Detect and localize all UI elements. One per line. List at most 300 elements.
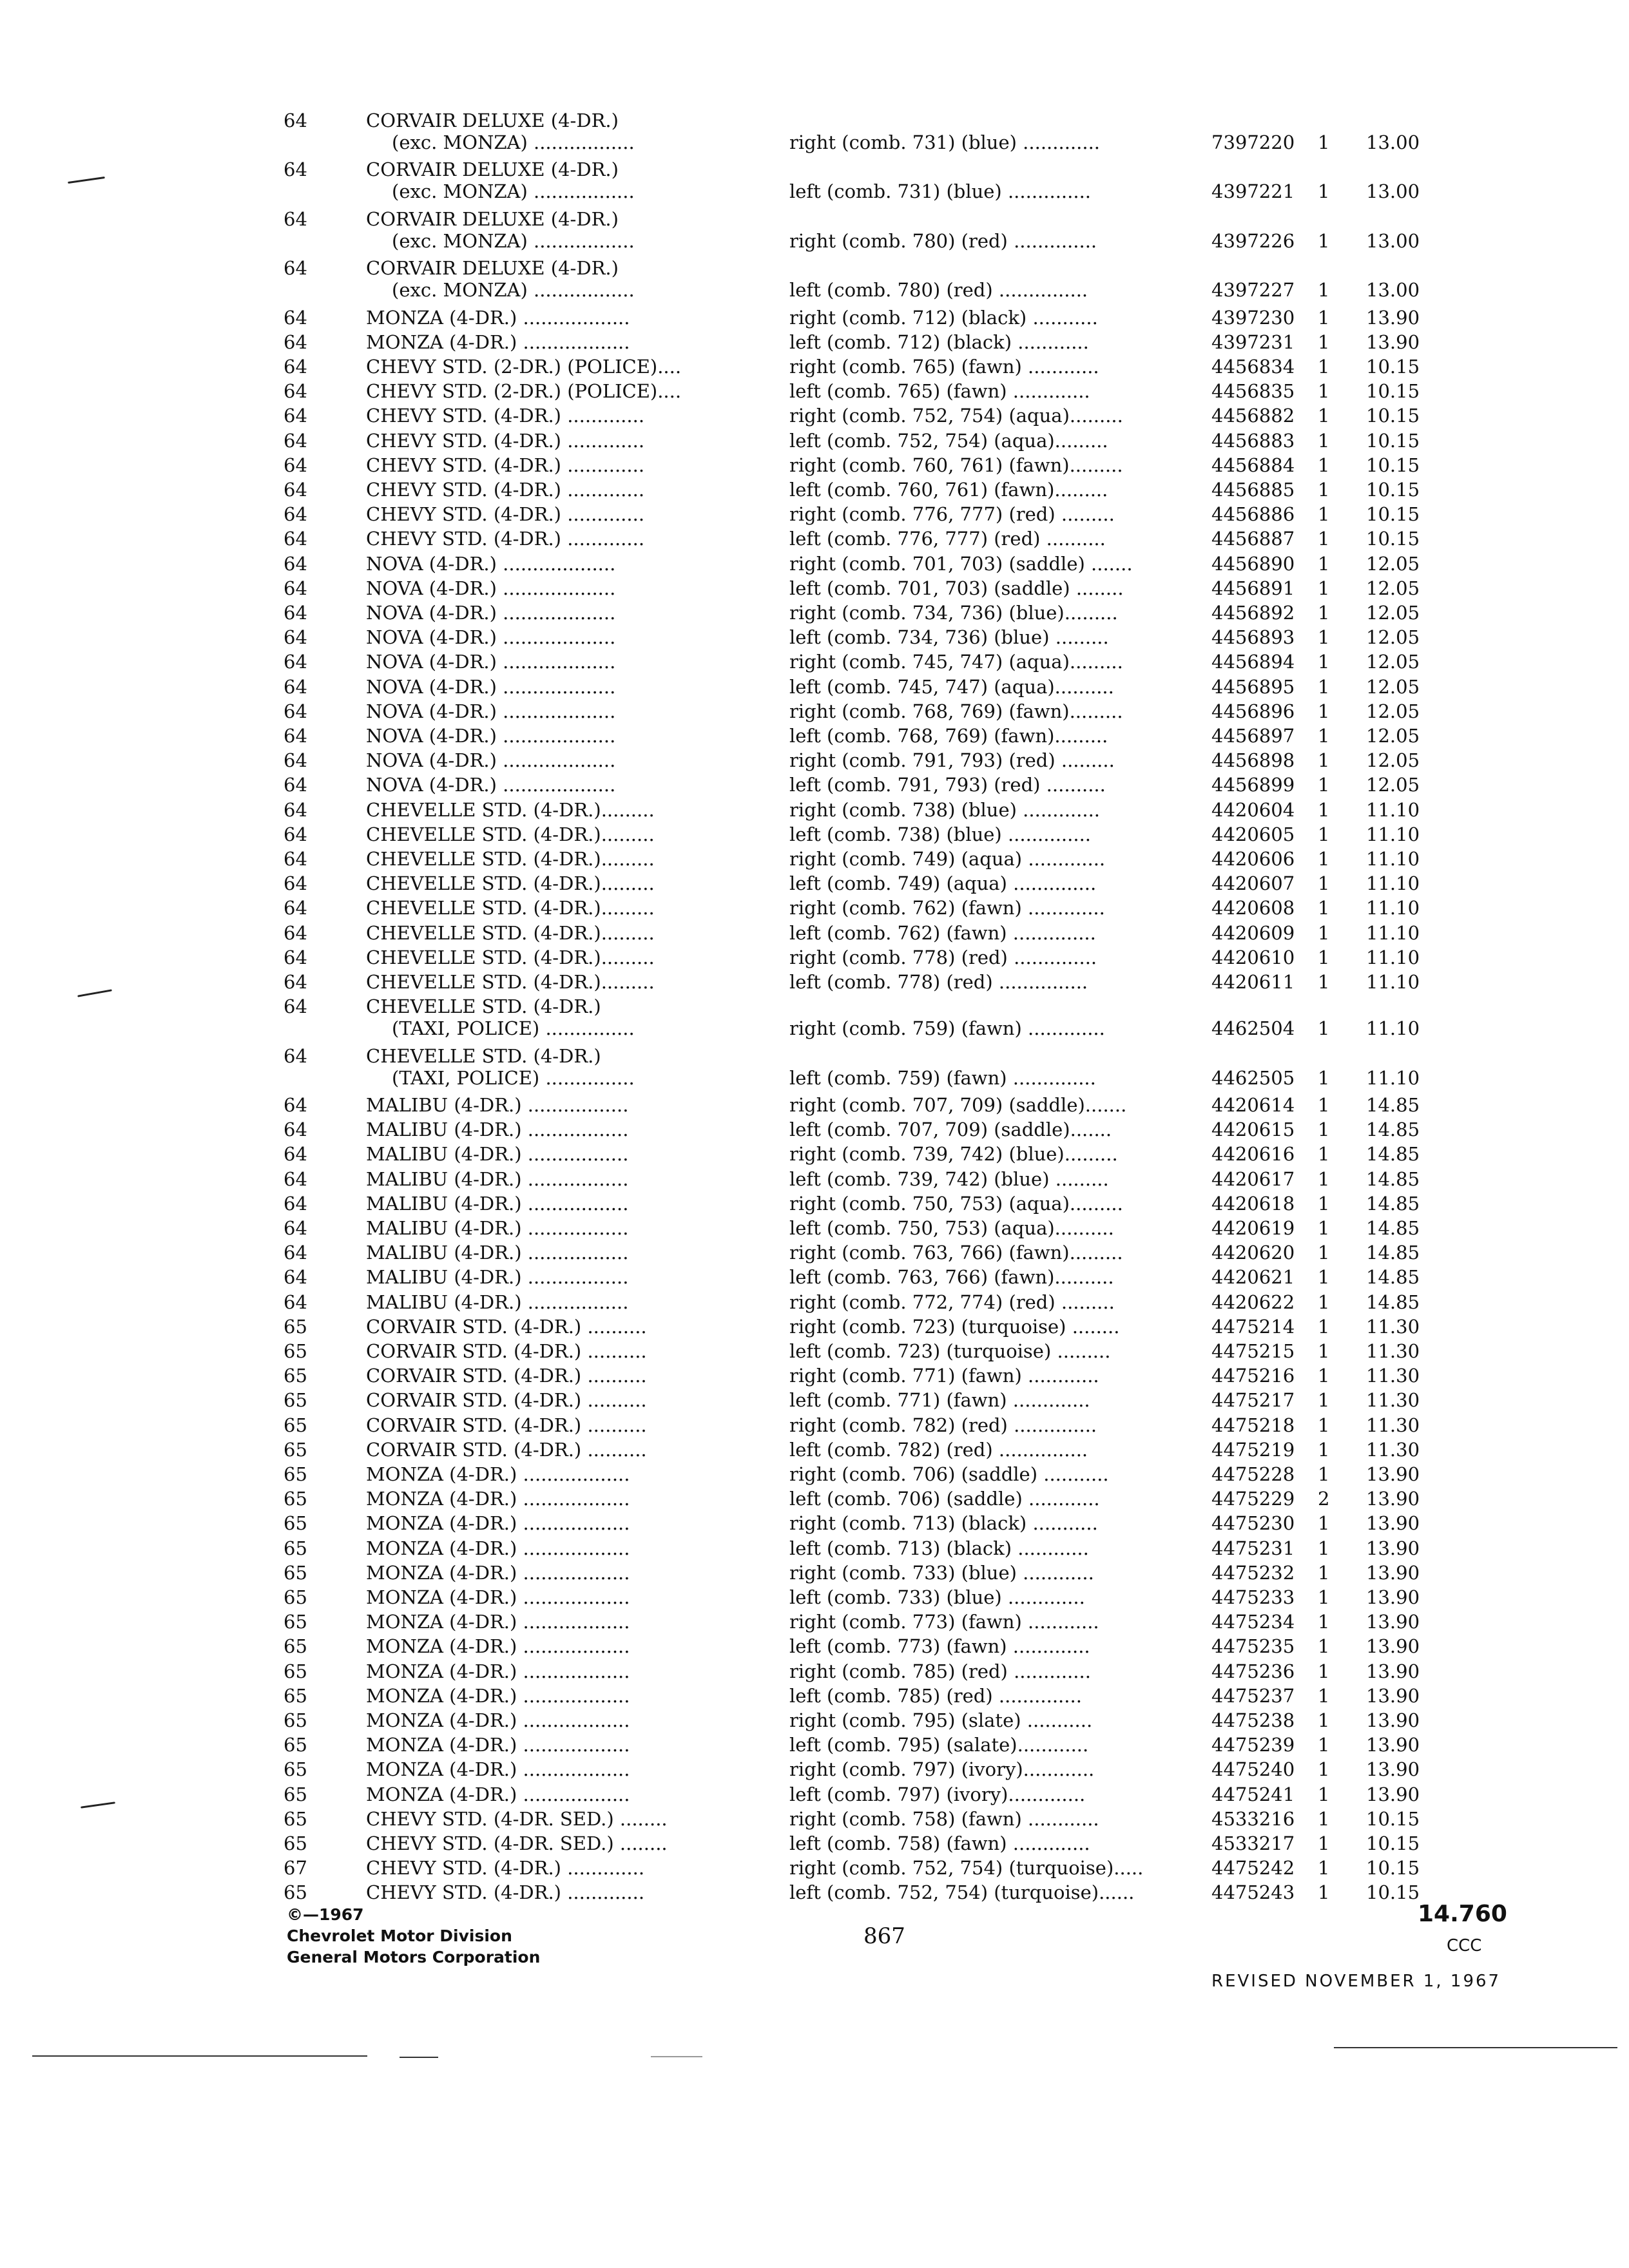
- model-year: 64: [284, 799, 307, 821]
- part-number: 4456895: [1211, 676, 1295, 698]
- part-number: 4475237: [1211, 1685, 1295, 1707]
- price: 13.90: [1366, 307, 1420, 329]
- model-year: 64: [284, 651, 307, 673]
- model-name: CORVAIR DELUXE (4-DR.): [366, 159, 619, 180]
- model-cell: [366, 331, 630, 353]
- quantity: 1: [1318, 1734, 1330, 1756]
- quantity: 1: [1318, 1168, 1330, 1190]
- part-description: left (comb. 731) (blue) ..............: [789, 180, 1092, 202]
- part-number: 4420607: [1211, 872, 1295, 894]
- model-year: 64: [284, 331, 307, 353]
- quantity: 1: [1318, 799, 1330, 821]
- price: 13.90: [1366, 1635, 1420, 1657]
- part-description: left (comb. 712) (black) ............: [789, 331, 1089, 353]
- price: 11.10: [1366, 1017, 1420, 1039]
- price: 13.90: [1366, 331, 1420, 353]
- model-name: CHEVY STD. (2-DR.) (POLICE)....: [366, 380, 682, 402]
- part-number: 7397220: [1211, 131, 1295, 153]
- model-cell: [366, 1512, 630, 1534]
- price: 14.85: [1366, 1168, 1420, 1190]
- price: 14.85: [1366, 1217, 1420, 1239]
- quantity: 1: [1318, 602, 1330, 624]
- model-cell: [366, 380, 681, 402]
- price: 10.15: [1366, 528, 1420, 550]
- quantity: 1: [1318, 1832, 1330, 1854]
- price: 13.90: [1366, 1512, 1420, 1534]
- part-description: right (comb. 773) (fawn) ............: [789, 1611, 1099, 1633]
- model-cell: [366, 1094, 628, 1116]
- part-number: 4456896: [1211, 700, 1295, 722]
- model-cell: [366, 1291, 628, 1313]
- margin-mark: [77, 989, 112, 997]
- part-description: right (comb. 772, 774) (red) .........: [789, 1291, 1115, 1313]
- part-number: 4420608: [1211, 897, 1295, 919]
- model-name: NOVA (4-DR.) ...................: [366, 577, 616, 599]
- quantity: 1: [1318, 651, 1330, 673]
- model-name: CORVAIR STD. (4-DR.) ..........: [366, 1389, 647, 1411]
- part-description: left (comb. 778) (red) ...............: [789, 971, 1088, 993]
- model-cell: [366, 307, 630, 329]
- quantity: 1: [1318, 1094, 1330, 1116]
- model-year: 64: [284, 725, 307, 747]
- model-year: 64: [284, 1094, 307, 1116]
- model-name: MONZA (4-DR.) ..................: [366, 1685, 630, 1707]
- quantity: 1: [1318, 380, 1330, 402]
- part-description: left (comb. 780) (red) ...............: [789, 279, 1088, 301]
- part-number: 4456835: [1211, 380, 1295, 402]
- part-description: left (comb. 707, 709) (saddle).......: [789, 1119, 1112, 1140]
- model-year: 65: [284, 1365, 307, 1387]
- model-cell: [366, 676, 615, 698]
- quantity: 1: [1318, 577, 1330, 599]
- price: 11.10: [1366, 872, 1420, 894]
- price: 13.90: [1366, 1758, 1420, 1780]
- part-number: 4462505: [1211, 1067, 1295, 1089]
- model-name: MONZA (4-DR.) ..................: [366, 1660, 630, 1682]
- model-cell: [366, 922, 655, 944]
- model-name: NOVA (4-DR.) ...................: [366, 749, 616, 771]
- model-name: CHEVY STD. (4-DR.) .............: [366, 503, 645, 525]
- part-description: right (comb. 723) (turquoise) ........: [789, 1316, 1120, 1338]
- model-name: NOVA (4-DR.) ...................: [366, 676, 616, 698]
- quantity: 1: [1318, 1758, 1330, 1780]
- part-number: 4456899: [1211, 774, 1295, 796]
- part-description: left (comb. 762) (fawn) ..............: [789, 922, 1096, 944]
- part-description: left (comb. 795) (salate)............: [789, 1734, 1089, 1756]
- model-year: 64: [284, 528, 307, 550]
- part-description: left (comb. 701, 703) (saddle) ........: [789, 577, 1124, 599]
- copyright-line: ©—1967: [287, 1905, 364, 1924]
- part-number: 4475219: [1211, 1439, 1295, 1461]
- quantity: 1: [1318, 479, 1330, 501]
- corporation-line: General Motors Corporation: [287, 1948, 541, 1966]
- quantity: 1: [1318, 1439, 1330, 1461]
- model-year: 64: [284, 356, 307, 378]
- model-name: CORVAIR DELUXE (4-DR.): [366, 110, 619, 131]
- model-name: CORVAIR STD. (4-DR.) ..........: [366, 1439, 647, 1461]
- model-cell: [366, 110, 635, 153]
- price: 10.15: [1366, 356, 1420, 378]
- price: 12.05: [1366, 602, 1420, 624]
- part-description: left (comb. 752, 754) (turquoise)......: [789, 1881, 1135, 1903]
- model-year: 65: [284, 1611, 307, 1633]
- part-number: 4456894: [1211, 651, 1295, 673]
- model-year: 65: [284, 1562, 307, 1584]
- model-cell: [366, 159, 635, 202]
- model-year: 65: [284, 1635, 307, 1657]
- quantity: 1: [1318, 971, 1330, 993]
- quantity: 1: [1318, 1389, 1330, 1411]
- price: 12.05: [1366, 725, 1420, 747]
- part-number: 4397230: [1211, 307, 1295, 329]
- quantity: 1: [1318, 1217, 1330, 1239]
- part-description: right (comb. 778) (red) ..............: [789, 947, 1097, 968]
- model-cell: [366, 1045, 635, 1089]
- model-name: MALIBU (4-DR.) .................: [366, 1143, 629, 1165]
- price: 11.30: [1366, 1414, 1420, 1436]
- part-number: 4420617: [1211, 1168, 1295, 1190]
- quantity: 1: [1318, 1611, 1330, 1633]
- model-cell: [366, 897, 655, 919]
- model-cell: [366, 1463, 630, 1485]
- model-cell: [366, 1783, 630, 1805]
- bottom-rule: [400, 2057, 438, 2058]
- model-name: NOVA (4-DR.) ...................: [366, 725, 616, 747]
- model-name: MALIBU (4-DR.) .................: [366, 1217, 629, 1239]
- model-year: 64: [284, 479, 307, 501]
- model-cell: [366, 1562, 630, 1584]
- part-description: right (comb. 758) (fawn) ............: [789, 1808, 1099, 1830]
- part-number: 4475229: [1211, 1488, 1295, 1510]
- model-cell: [366, 1537, 630, 1559]
- model-cell: [366, 1242, 628, 1264]
- part-description: right (comb. 795) (slate) ...........: [789, 1709, 1093, 1731]
- price: 11.30: [1366, 1439, 1420, 1461]
- quantity: 1: [1318, 725, 1330, 747]
- model-name: CORVAIR STD. (4-DR.) ..........: [366, 1365, 647, 1387]
- part-description: left (comb. 739, 742) (blue) .........: [789, 1168, 1109, 1190]
- model-year: 64: [284, 897, 307, 919]
- part-number: 4420619: [1211, 1217, 1295, 1239]
- quantity: 1: [1318, 1365, 1330, 1387]
- part-number: 4420606: [1211, 848, 1295, 870]
- model-year: 64: [284, 872, 307, 894]
- part-description: right (comb. 701, 703) (saddle) .......: [789, 553, 1133, 575]
- part-number: 4420615: [1211, 1119, 1295, 1140]
- model-cell: [366, 749, 615, 771]
- model-cell: [366, 1143, 628, 1165]
- model-cell: [366, 405, 644, 427]
- section-code: 14.760: [1418, 1901, 1507, 1927]
- part-number: 4420611: [1211, 971, 1295, 993]
- price: 11.30: [1366, 1365, 1420, 1387]
- part-description: left (comb. 773) (fawn) .............: [789, 1635, 1090, 1657]
- part-number: 4456887: [1211, 528, 1295, 550]
- quantity: 1: [1318, 1512, 1330, 1534]
- part-description: left (comb. 734, 736) (blue) .........: [789, 626, 1109, 648]
- model-year: 64: [284, 1045, 307, 1067]
- model-name: MALIBU (4-DR.) .................: [366, 1193, 629, 1215]
- part-number: 4397226: [1211, 230, 1295, 252]
- model-cell: [366, 356, 681, 378]
- part-number: 4475214: [1211, 1316, 1295, 1338]
- part-number: 4420616: [1211, 1143, 1295, 1165]
- model-year: 67: [284, 1857, 307, 1879]
- price: 13.90: [1366, 1463, 1420, 1485]
- part-number: 4475235: [1211, 1635, 1295, 1657]
- model-year: 65: [284, 1463, 307, 1485]
- model-cell: [366, 971, 655, 993]
- part-number: 4420614: [1211, 1094, 1295, 1116]
- model-year: 65: [284, 1758, 307, 1780]
- part-description: right (comb. 739, 742) (blue).........: [789, 1143, 1118, 1165]
- price: 11.10: [1366, 922, 1420, 944]
- model-name: CORVAIR DELUXE (4-DR.): [366, 257, 619, 279]
- part-number: 4420622: [1211, 1291, 1295, 1313]
- quantity: 1: [1318, 1685, 1330, 1707]
- model-year: 64: [284, 971, 307, 993]
- part-number: 4475216: [1211, 1365, 1295, 1387]
- quantity: 1: [1318, 700, 1330, 722]
- model-name: MONZA (4-DR.) ..................: [366, 307, 630, 329]
- model-qualifier: (TAXI, POLICE) ...............: [392, 1017, 635, 1039]
- division-line: Chevrolet Motor Division: [287, 1927, 512, 1945]
- model-year: 65: [284, 1439, 307, 1461]
- part-description: left (comb. 749) (aqua) ..............: [789, 872, 1097, 894]
- model-year: 64: [284, 1217, 307, 1239]
- quantity: 1: [1318, 1463, 1330, 1485]
- model-cell: [366, 602, 615, 624]
- model-cell: [366, 479, 644, 501]
- price: 12.05: [1366, 774, 1420, 796]
- price: 11.10: [1366, 971, 1420, 993]
- model-name: NOVA (4-DR.) ...................: [366, 774, 616, 796]
- model-cell: [366, 1685, 630, 1707]
- part-description: left (comb. 738) (blue) ..............: [789, 823, 1092, 845]
- part-description: left (comb. 706) (saddle) ............: [789, 1488, 1100, 1510]
- part-number: 4475238: [1211, 1709, 1295, 1731]
- part-number: 4475236: [1211, 1660, 1295, 1682]
- model-name: CORVAIR STD. (4-DR.) ..........: [366, 1316, 647, 1338]
- model-name: CHEVY STD. (4-DR.) .............: [366, 1857, 645, 1879]
- part-number: 4420618: [1211, 1193, 1295, 1215]
- part-number: 4475241: [1211, 1783, 1295, 1805]
- model-name: CHEVELLE STD. (4-DR.).........: [366, 823, 655, 845]
- price: 13.90: [1366, 1783, 1420, 1805]
- model-cell: [366, 1635, 630, 1657]
- model-name: MALIBU (4-DR.) .................: [366, 1094, 629, 1116]
- price: 10.15: [1366, 405, 1420, 427]
- quantity: 1: [1318, 553, 1330, 575]
- model-year: 64: [284, 1119, 307, 1140]
- model-year: 65: [284, 1316, 307, 1338]
- quantity: 1: [1318, 1857, 1330, 1879]
- model-name: CHEVY STD. (4-DR.) .............: [366, 454, 645, 476]
- price: 10.15: [1366, 454, 1420, 476]
- model-qualifier: (exc. MONZA) .................: [392, 180, 635, 202]
- part-number: 4420604: [1211, 799, 1295, 821]
- quantity: 1: [1318, 1067, 1330, 1089]
- model-year: 64: [284, 405, 307, 427]
- price: 11.10: [1366, 799, 1420, 821]
- quantity: 1: [1318, 331, 1330, 353]
- model-name: CHEVY STD. (4-DR.) .............: [366, 405, 645, 427]
- price: 10.15: [1366, 1881, 1420, 1903]
- part-description: right (comb. 750, 753) (aqua).........: [789, 1193, 1123, 1215]
- part-number: 4456890: [1211, 553, 1295, 575]
- part-description: right (comb. 745, 747) (aqua).........: [789, 651, 1123, 673]
- part-number: 4475243: [1211, 1881, 1295, 1903]
- price: 10.15: [1366, 1857, 1420, 1879]
- model-cell: [366, 651, 615, 673]
- price: 10.15: [1366, 380, 1420, 402]
- revision-date: REVISED NOVEMBER 1, 1967: [1211, 1972, 1501, 1991]
- model-year: 65: [284, 1389, 307, 1411]
- price: 14.85: [1366, 1119, 1420, 1140]
- quantity: 1: [1318, 180, 1330, 202]
- part-number: 4456886: [1211, 503, 1295, 525]
- model-name: MONZA (4-DR.) ..................: [366, 1463, 630, 1485]
- part-number: 4397231: [1211, 331, 1295, 353]
- part-description: left (comb. 768, 769) (fawn).........: [789, 725, 1108, 747]
- price: 13.90: [1366, 1537, 1420, 1559]
- part-number: 4456897: [1211, 725, 1295, 747]
- model-cell: [366, 503, 644, 525]
- part-description: left (comb. 776, 777) (red) ..........: [789, 528, 1106, 550]
- part-number: 4533216: [1211, 1808, 1295, 1830]
- model-name: CHEVELLE STD. (4-DR.).........: [366, 872, 655, 894]
- part-number: 4475242: [1211, 1857, 1295, 1879]
- part-number: 4475240: [1211, 1758, 1295, 1780]
- part-number: 4475228: [1211, 1463, 1295, 1485]
- model-name: MONZA (4-DR.) ..................: [366, 1537, 630, 1559]
- quantity: 1: [1318, 405, 1330, 427]
- model-cell: [366, 848, 655, 870]
- part-description: right (comb. 749) (aqua) .............: [789, 848, 1106, 870]
- part-number: 4475234: [1211, 1611, 1295, 1633]
- model-year: 64: [284, 848, 307, 870]
- model-cell: [366, 1365, 647, 1387]
- part-description: right (comb. 707, 709) (saddle).......: [789, 1094, 1127, 1116]
- model-name: MONZA (4-DR.) ..................: [366, 331, 630, 353]
- quantity: 1: [1318, 454, 1330, 476]
- part-number: 4475231: [1211, 1537, 1295, 1559]
- part-description: right (comb. 734, 736) (blue).........: [789, 602, 1118, 624]
- model-year: 64: [284, 1266, 307, 1288]
- price: 12.05: [1366, 676, 1420, 698]
- quantity: 1: [1318, 1119, 1330, 1140]
- quantity: 1: [1318, 947, 1330, 968]
- model-cell: [366, 454, 644, 476]
- model-year: 64: [284, 676, 307, 698]
- part-description: left (comb. 765) (fawn) .............: [789, 380, 1090, 402]
- model-year: 64: [284, 947, 307, 968]
- part-number: 4456891: [1211, 577, 1295, 599]
- model-name: CHEVY STD. (4-DR. SED.) ........: [366, 1808, 668, 1830]
- quantity: 1: [1318, 774, 1330, 796]
- quantity: 1: [1318, 1316, 1330, 1338]
- model-year: 64: [284, 553, 307, 575]
- model-cell: [366, 1193, 628, 1215]
- part-description: right (comb. 738) (blue) .............: [789, 799, 1101, 821]
- price: 14.85: [1366, 1242, 1420, 1264]
- part-description: left (comb. 760, 761) (fawn).........: [789, 479, 1108, 501]
- price: 11.10: [1366, 1067, 1420, 1089]
- quantity: 1: [1318, 356, 1330, 378]
- model-year: 64: [284, 700, 307, 722]
- quantity: 1: [1318, 307, 1330, 329]
- model-name: NOVA (4-DR.) ...................: [366, 626, 616, 648]
- model-year: 64: [284, 922, 307, 944]
- model-cell: [366, 1857, 644, 1879]
- part-description: left (comb. 763, 766) (fawn)..........: [789, 1266, 1114, 1288]
- quantity: 1: [1318, 1808, 1330, 1830]
- model-year: 64: [284, 110, 307, 131]
- part-description: right (comb. 752, 754) (aqua).........: [789, 405, 1123, 427]
- price: 13.90: [1366, 1660, 1420, 1682]
- model-cell: [366, 823, 655, 845]
- price: 13.90: [1366, 1488, 1420, 1510]
- price: 12.05: [1366, 577, 1420, 599]
- model-qualifier: (exc. MONZA) .................: [392, 131, 635, 153]
- price: 10.15: [1366, 1832, 1420, 1854]
- model-name: MONZA (4-DR.) ..................: [366, 1586, 630, 1608]
- model-year: 65: [284, 1660, 307, 1682]
- quantity: 1: [1318, 922, 1330, 944]
- model-name: MONZA (4-DR.) ..................: [366, 1488, 630, 1510]
- model-cell: [366, 1316, 647, 1338]
- model-year: 65: [284, 1709, 307, 1731]
- model-year: 64: [284, 454, 307, 476]
- price: 11.30: [1366, 1340, 1420, 1362]
- part-description: right (comb. 706) (saddle) ...........: [789, 1463, 1109, 1485]
- part-description: right (comb. 782) (red) ..............: [789, 1414, 1097, 1436]
- part-number: 4475239: [1211, 1734, 1295, 1756]
- price: 13.00: [1366, 230, 1420, 252]
- model-name: NOVA (4-DR.) ...................: [366, 700, 616, 722]
- quantity: 1: [1318, 1143, 1330, 1165]
- model-year: 64: [284, 626, 307, 648]
- model-year: 65: [284, 1414, 307, 1436]
- model-cell: [366, 577, 615, 599]
- model-year: 64: [284, 503, 307, 525]
- price: 14.85: [1366, 1094, 1420, 1116]
- price: 10.15: [1366, 1808, 1420, 1830]
- model-name: CORVAIR DELUXE (4-DR.): [366, 208, 619, 230]
- model-name: CORVAIR STD. (4-DR.) ..........: [366, 1340, 647, 1362]
- model-year: 65: [284, 1685, 307, 1707]
- model-year: 64: [284, 602, 307, 624]
- price: 13.00: [1366, 131, 1420, 153]
- model-year: 64: [284, 159, 307, 180]
- price: 11.10: [1366, 897, 1420, 919]
- quantity: 1: [1318, 626, 1330, 648]
- model-year: 64: [284, 307, 307, 329]
- price: 13.90: [1366, 1562, 1420, 1584]
- model-qualifier: (exc. MONZA) .................: [392, 230, 635, 252]
- model-cell: [366, 1808, 668, 1830]
- quantity: 1: [1318, 823, 1330, 845]
- model-cell: [366, 1340, 647, 1362]
- model-name: CHEVELLE STD. (4-DR.): [366, 1045, 601, 1067]
- model-name: MALIBU (4-DR.) .................: [366, 1242, 629, 1264]
- model-year: 65: [284, 1537, 307, 1559]
- model-year: 65: [284, 1512, 307, 1534]
- model-name: CHEVY STD. (4-DR.) .............: [366, 528, 645, 550]
- quantity: 1: [1318, 1537, 1330, 1559]
- model-cell: [366, 257, 635, 301]
- price: 11.30: [1366, 1316, 1420, 1338]
